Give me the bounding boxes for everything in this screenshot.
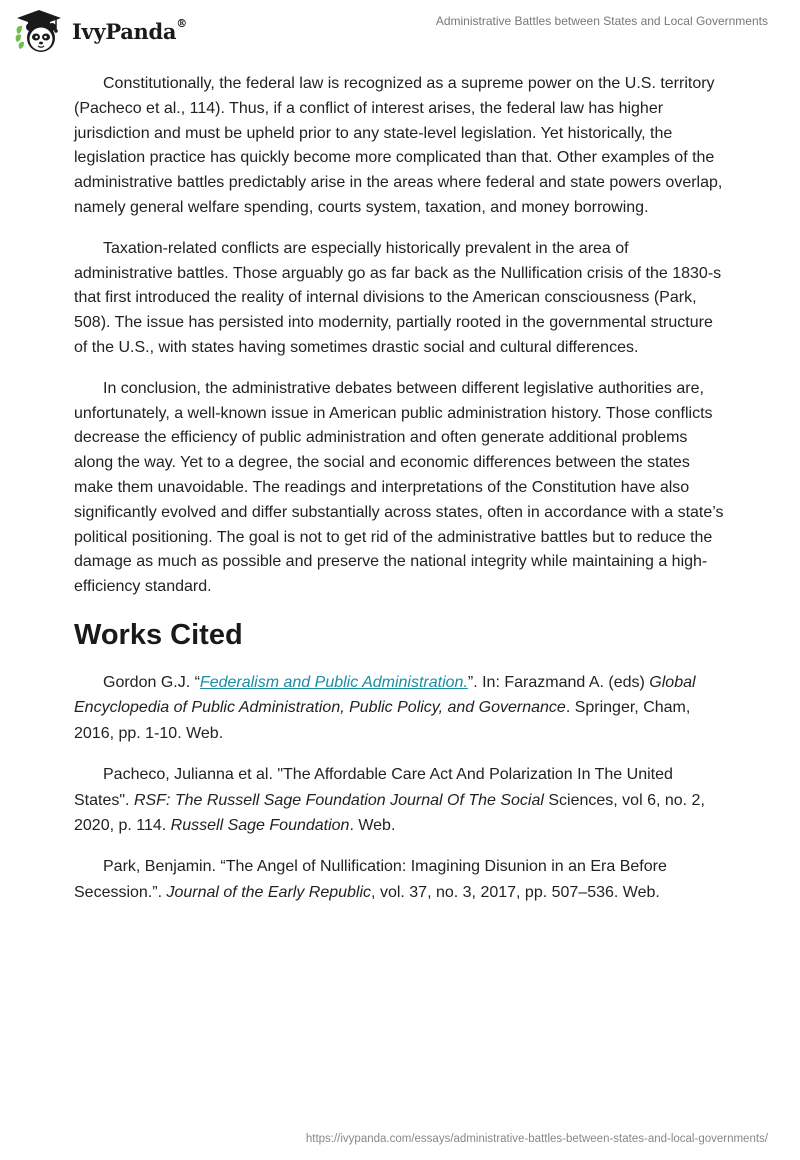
citation-text: ”. In: Farazmand A. (eds) [467,673,650,691]
logo-name: IvyPanda [72,18,177,44]
source-url[interactable]: https://ivypanda.com/essays/administrative-battles-between-states-and-local-governments/ [305,1133,768,1145]
citation-park [74,854,724,905]
citation-link[interactable]: Federalism and Public Administration. [199,673,468,691]
essay-content [74,72,724,921]
registered-mark: ® [176,16,187,30]
document-title: Administrative Battles between States and Local Governments [435,14,768,28]
citation-text: . Springer, Cham, 2016, pp. 1-10. Web. [74,699,691,742]
panda-graduate-icon [14,8,64,54]
citation-title: Global Encyclopedia of Public Administration, Public Policy, and Governance [74,673,696,717]
citation-pacheco [74,762,724,838]
citation-journal: Journal of the Early Republic [166,883,372,901]
citation-text: Pacheco, Julianna et al. "The Affordable Care Act And Polarization In The United States". [74,766,673,809]
citation-gordon [74,670,724,746]
body-paragraph: Constitutionally, the federal law is recognized as a supreme power on the U.S. territory (Pacheco et al., 114). Thus, if a conflict of interest arises, the federal law has higher jurisdiction and must be upheld prior to any state-level legislation. Yet historically, the legislation practice has quickly become more complicated than that. Other examples of the administrative battles predictably arise in the areas where federal and state powers overlap, namely general welfare spending, courts system, taxation, and money borrowing. [74,75,723,216]
page-header [0,0,800,60]
citation-journal: RSF: The Russell Sage Foundation Journal Of The Social [133,791,544,809]
citation-publisher: Russell Sage Foundation [170,816,350,834]
body-paragraph: Taxation-related conflicts are especially historically prevalent in the area of administrative battles. Those arguably go as far back as the Nullification crisis of the 1830-s that first introduced the reality of internal divisions to the American consciousness (Park, 508). The issue has persisted into modernity, partially rooted in the governmental structure of the U.S., with states having sometimes drastic social and cultural differences. [74,239,722,356]
ivypanda-logo[interactable] [14,8,187,54]
logo-wordmark [72,16,187,44]
body-paragraph: In conclusion, the administrative debates between different legislative authorities are, unfortunately, a well-known issue in American public administration history. Those conflicts decrease the efficiency of public administration and often generate additional problems along the way. Yet to a degree, the social and economic differences between the states make them unavoidable. The readings and interpretations of the Constitution have also significantly evolved and differ substantially across states, often in accordance with a state’s political positioning. The goal is not to get rid of the administrative battles but to reduce the damage as much as possible and preserve the national integrity while maintaining a high-efficiency standard. [74,379,724,596]
citation-text: Sciences, vol 6, no. 2, 2020, p. 114. [74,791,705,834]
citation-text: , vol. 37, no. 3, 2017, pp. 507–536. Web. [371,883,660,901]
works-cited-heading: Works Cited [74,618,243,651]
citation-text: . Web. [349,816,396,834]
citation-text: Park, Benjamin. “The Angel of Nullification: Imagining Disunion in an Era Before Secession.”. [74,858,667,901]
citation-text: Gordon G.J. “ [103,673,200,691]
